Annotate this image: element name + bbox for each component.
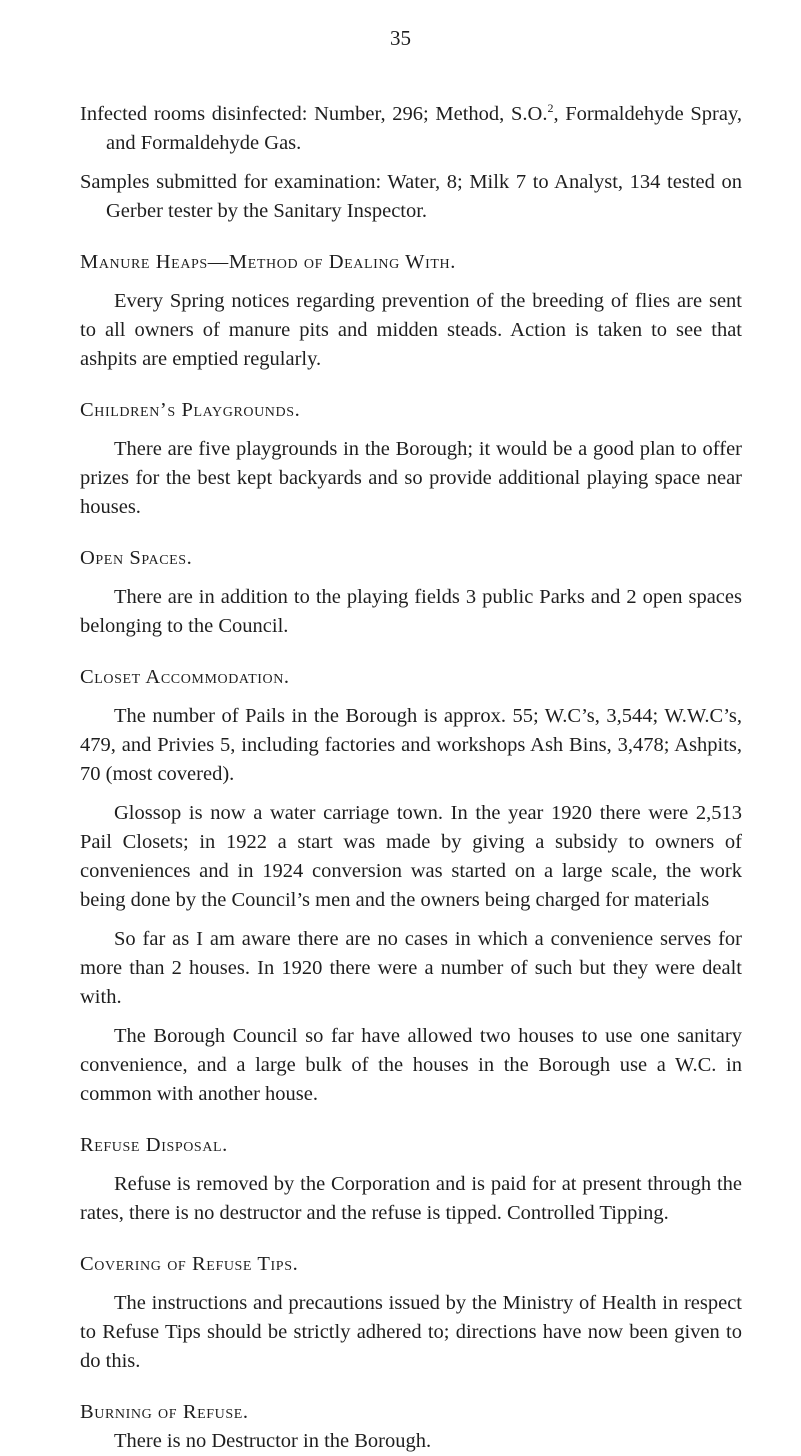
manure-heaps-paragraph: Every Spring notices regarding prevention of the breeding of flies are sent to all owners of manure pits and midden steads. Action is taken to see that ashpits are emptied regularly. (80, 290, 742, 370)
burning-refuse-paragraph: There is no Destructor in the Borough. (114, 1430, 432, 1452)
closet-paragraph-2: Glossop is now a water carriage town. In the year 1920 there were 2,513 Pail Closets; in 1922 a start was made by giving a subsidy to owners of conveniences and in 1924 conversion was started on a large scale, the work being done by the Council’s men and the owners being charged for materials (80, 802, 742, 911)
closet-paragraph-1: The number of Pails in the Borough is approx. 55; W.C’s, 3,544; W.W.C’s, 479, and Privies 5, including factories and workshops Ash Bins, 3,478; Ashpits, 70 (most covered). (80, 705, 742, 785)
refuse-disposal-paragraph: Refuse is removed by the Corporation and is paid for at present through the rates, there is no destructor and the refuse is tipped. Controlled Tipping. (80, 1173, 742, 1224)
page-number: 35 (390, 26, 411, 50)
burning-refuse-heading: Burning of Refuse. (80, 1401, 249, 1423)
closet-accommodation-heading: Closet Accommodation. (80, 666, 290, 688)
covering-refuse-tips-paragraph: The instructions and precautions issued by the Ministry of Health in respect to Refuse Tips should be strictly adhered to; directions have now been given to do this. (80, 1292, 742, 1372)
closet-paragraph-4: The Borough Council so far have allowed two houses to use one sanitary convenience, and a large bulk of the houses in the Borough use a W.C. in common with another house. (80, 1025, 742, 1105)
playgrounds-paragraph: There are five playgrounds in the Borough; it would be a good plan to offer prizes for the best kept backyards and so provide additional playing space near houses. (80, 438, 742, 518)
report-body (80, 100, 742, 1456)
open-spaces-heading: Open Spaces. (80, 547, 193, 569)
infected-rooms-text-b: , Formaldehyde Spray, and Formaldehyde Gas. (106, 103, 742, 154)
infected-rooms-paragraph (80, 100, 742, 158)
samples-paragraph: Samples submitted for examination: Water, 8; Milk 7 to Analyst, 134 tested on Gerber tester by the Sanitary Inspector. (80, 171, 742, 222)
playgrounds-heading: Children’s Playgrounds. (80, 399, 301, 421)
covering-refuse-tips-heading: Covering of Refuse Tips. (80, 1253, 299, 1275)
infected-rooms-superscript: 2 (547, 101, 554, 116)
open-spaces-paragraph: There are in addition to the playing fields 3 public Parks and 2 open spaces belonging to the Council. (80, 586, 742, 637)
manure-heaps-heading: Manure Heaps—Method of Dealing With. (80, 251, 456, 273)
infected-rooms-text-a: Infected rooms disinfected: Number, 296; Method, S.O. (80, 103, 548, 125)
closet-paragraph-3: So far as I am aware there are no cases in which a convenience serves for more than 2 houses. In 1920 there were a number of such but they were dealt with. (80, 928, 742, 1008)
refuse-disposal-heading: Refuse Disposal. (80, 1134, 228, 1156)
